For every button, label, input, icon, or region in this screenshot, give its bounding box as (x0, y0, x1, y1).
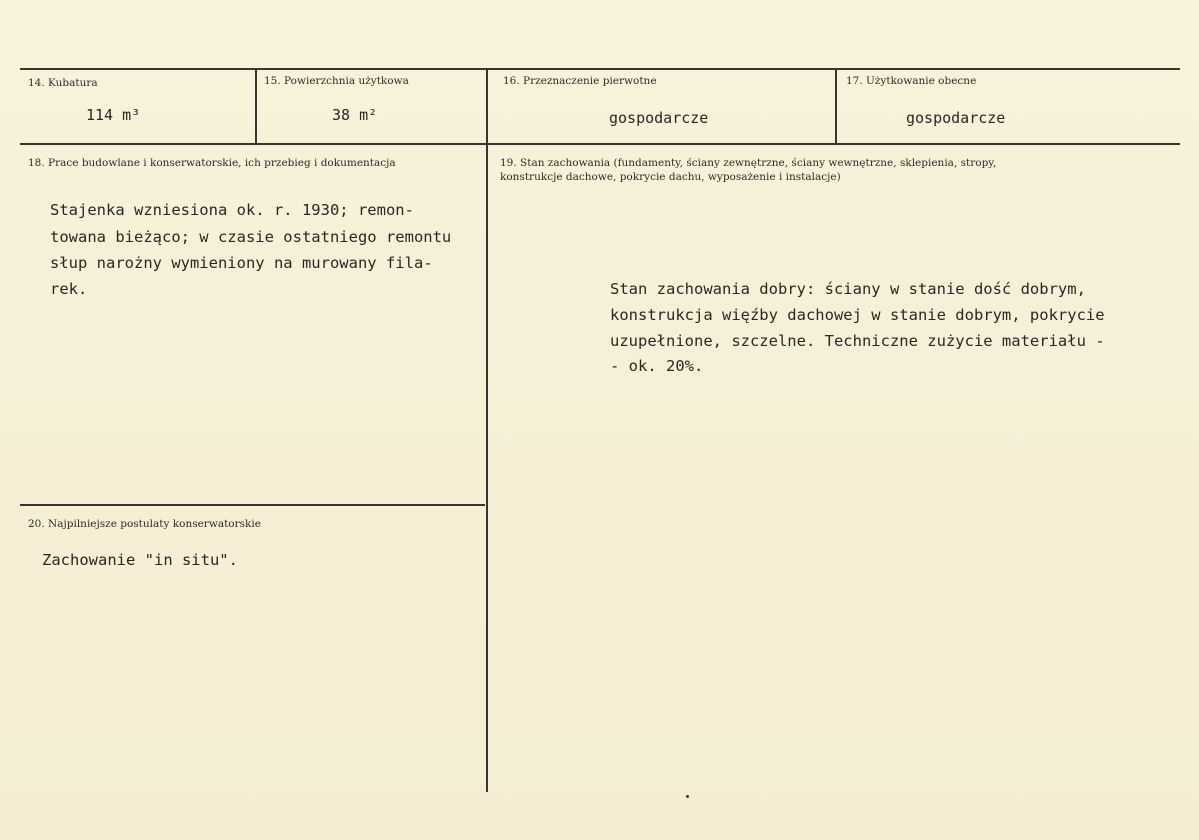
field-19-line: Stan zachowania dobry: ściany w stanie dość dobrym, (610, 280, 1086, 298)
field-18-line: słup narożny wymieniony na murowany fila- (50, 254, 433, 272)
field-15-label: 15. Powierzchnia użytkowa (264, 75, 409, 87)
field-16-label: 16. Przeznaczenie pierwotne (503, 75, 657, 87)
divider-15-16 (486, 69, 488, 144)
top-rule (20, 68, 1180, 70)
field-20-line: Zachowanie "in situ". (42, 551, 238, 569)
field-18-line: towana bieżąco; w czasie ostatniego remontu (50, 228, 452, 246)
left-middle-rule (20, 504, 485, 506)
field-18-label: 18. Prace budowlane i konserwatorskie, ich przebieg i dokumentacja (28, 157, 396, 169)
field-19-label-line1: 19. Stan zachowania (fundamenty, ściany zewnętrzne, ściany wewnętrzne, sklepienia, stropy, (500, 157, 997, 169)
field-19-label-line2: konstrukcje dachowe, pokrycie dachu, wyposażenie i instalacje) (500, 171, 841, 183)
field-19-line: konstrukcja więźby dachowej w stanie dobrym, pokrycie (610, 306, 1105, 324)
header-bottom-rule (20, 143, 1180, 145)
field-14-label: 14. Kubatura (28, 77, 98, 89)
ink-speck (686, 795, 689, 798)
field-17-label: 17. Użytkowanie obecne (846, 75, 977, 87)
field-17-value: gospodarcze (906, 109, 1006, 127)
divider-14-15 (255, 69, 257, 144)
main-column-divider (486, 144, 488, 792)
field-14-value: 114 m³ (86, 106, 141, 124)
field-16-value: gospodarcze (609, 109, 709, 127)
field-20-label: 20. Najpilniejsze postulaty konserwatorskie (28, 518, 261, 530)
field-18-line: rek. (50, 280, 88, 298)
field-19-line: - ok. 20%. (610, 357, 704, 375)
divider-16-17 (835, 69, 837, 144)
field-15-value: 38 m² (332, 106, 378, 124)
field-18-line: Stajenka wzniesiona ok. r. 1930; remon- (50, 201, 414, 219)
field-19-line: uzupełnione, szczelne. Techniczne zużycie materiału - (610, 332, 1105, 350)
